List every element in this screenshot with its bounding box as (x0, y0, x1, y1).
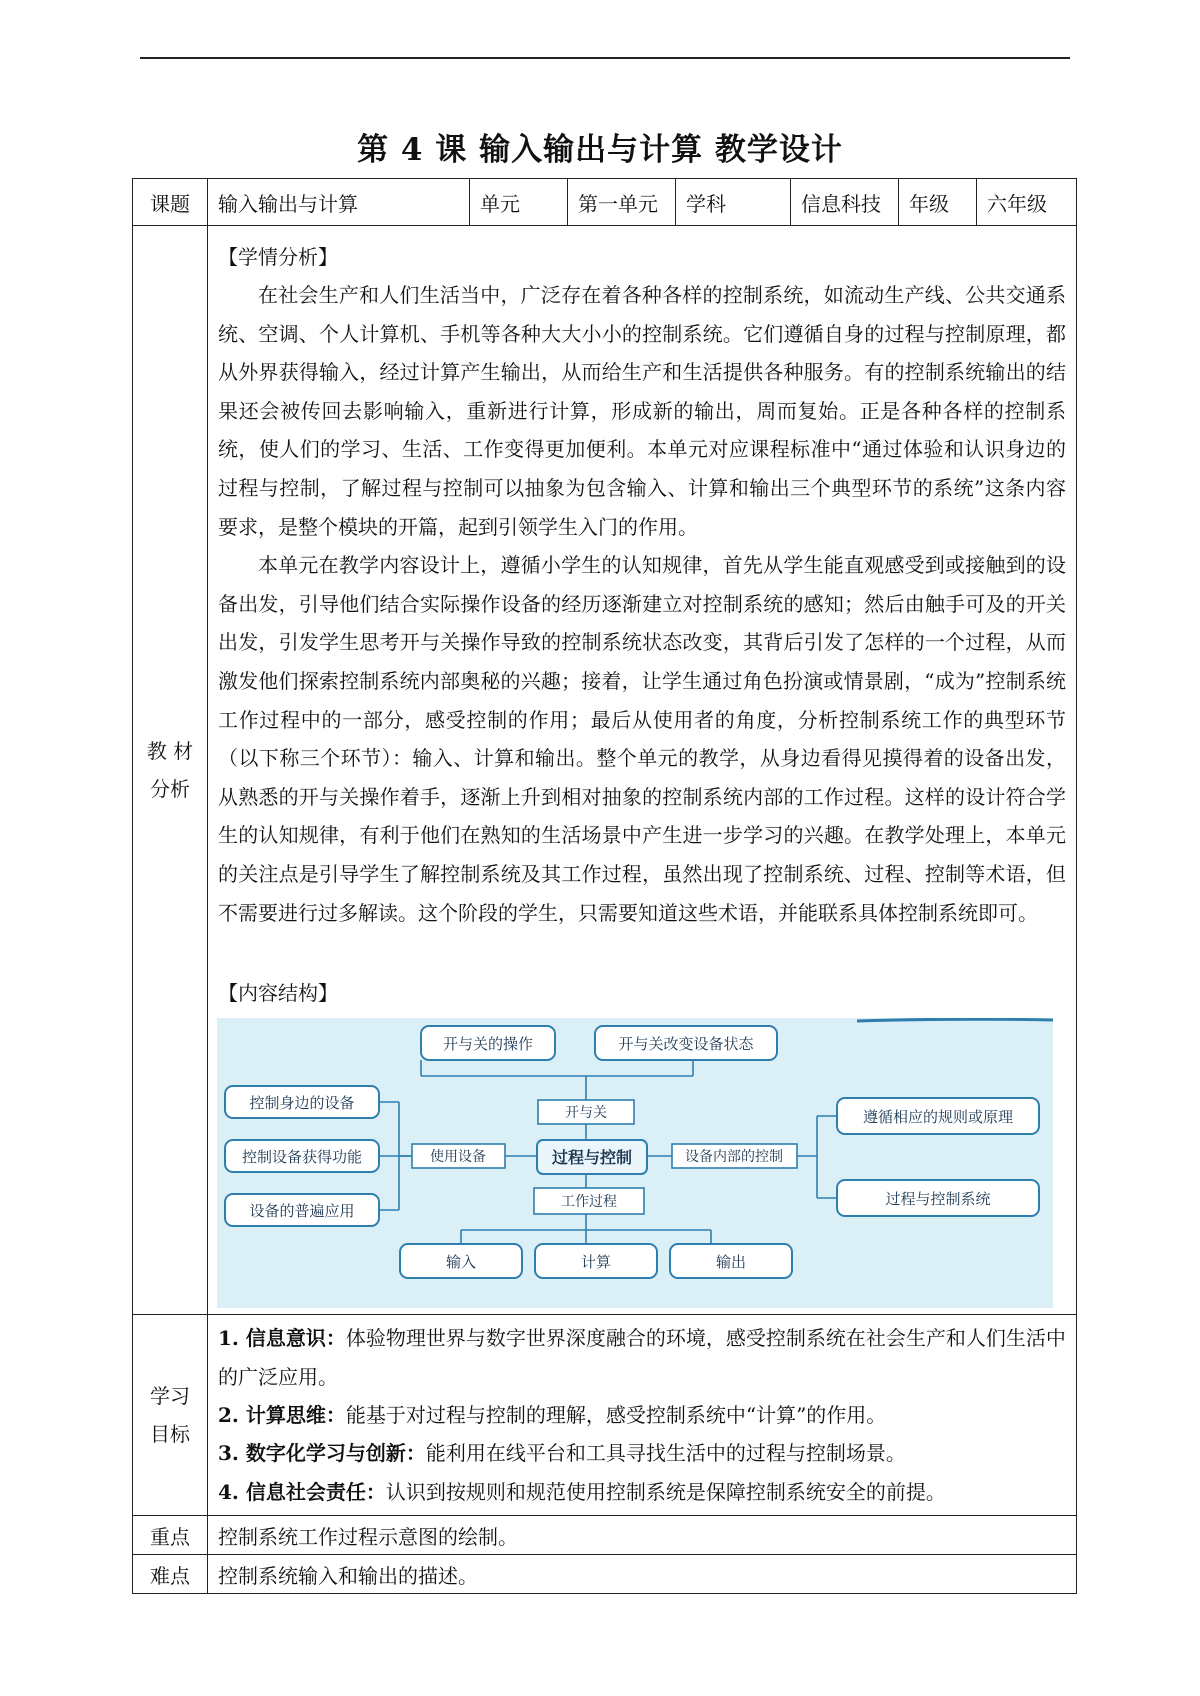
difficulty-value: 控制系统输入和输出的描述。 (208, 1555, 1077, 1594)
node-left-1-label: 控制身边的设备 (249, 1094, 355, 1113)
goal-2-title: 计算思维： (245, 1402, 346, 1427)
node-process (534, 1188, 644, 1214)
topic-label: 课题 (133, 179, 208, 226)
node-use-devices-label: 使用设备 (430, 1149, 486, 1166)
goal-1-text: 体验物理世界与数字世界深度融合的环境，感受控制系统在社会生产和人们生活中的广泛应用。 (218, 1326, 1066, 1389)
structure-heading: 【内容结构】 (218, 981, 338, 1006)
concept-map-svg (217, 1018, 1053, 1308)
node-right-2-label: 过程与控制系统 (885, 1190, 991, 1209)
goal-3-num: 3. (218, 1441, 239, 1466)
node-input-label: 输入 (445, 1253, 477, 1272)
node-compute-label: 计算 (580, 1253, 612, 1272)
node-process-label: 工作过程 (561, 1194, 617, 1211)
analysis-row (133, 226, 1077, 1315)
grade-value: 六年级 (977, 179, 1077, 226)
analysis-paragraph-1: 在社会生产和人们生活当中，广泛存在着各种各样的控制系统，如流动生产线、公共交通系统、空调、个人计算机、手机等各种大大小小的控制系统。它们遵循自身的过程与控制原理，都从外界获得输入，经过计算产生输出，从而给生产和生活提供各种服务。有的控制系统输出的结果还会被传回去影响输入，重新进行计算，形成新的输出，周而复始。正是各种各样的控制系统，使人们的学习、生活、工作变得更加便利。本单元对应课程标准中“通过体验和认识身边的过程与控制，了解过程与控制可以抽象为包含输入、计算和输出三个典型环节的系统”这条内容要求，是整个模块的开篇，起到引领学生入门的作用。 (218, 283, 1066, 539)
topic-value: 输入输出与计算 (208, 179, 470, 226)
goal-3-title: 数字化学习与创新： (245, 1441, 426, 1466)
node-inner-control-label: 设备内部的控制 (685, 1149, 783, 1166)
header-row (133, 179, 1077, 226)
goal-4-title: 信息社会责任： (245, 1479, 386, 1504)
document-title: 第 4 课 输入输出与计算 教学设计 (357, 132, 843, 168)
analysis-paragraph-2: 本单元在教学内容设计上，遵循小学生的认知规律，首先从学生能直观感受到或接触到的设备出发，引导他们结合实际操作设备的经历逐渐建立对控制系统的感知；然后由触手可及的开关出发，引发学生思考开与关操作导致的控制系统状态改变，其背后引发了怎样的一个过程，从而激发他们探索控制系统内部奥秘的兴趣；接着，让学生通过角色扮演或情景剧，“成为”控制系统工作过程中的一部分，感受控制的作用；最后从使用者的角度，分析控制系统工作的典型环节（以下称三个环节）：输入、计算和输出。整个单元的教学，从身边看得见摸得着的设备出发，从熟悉的开与关操作着手，逐渐上升到相对抽象的控制系统内部的工作过程。这样的设计符合学生的认知规律，有利于他们在熟知的生活场景中产生进一步学习的兴趣。在教学处理上，本单元的关注点是引导学生了解控制系统及其工作过程，虽然出现了控制系统、过程、控制等术语，但不需要进行过多解读。这个阶段的学生，只需要知道这些术语，并能联系具体控制系统即可。 (218, 553, 1066, 925)
goal-item-1 (218, 1319, 1066, 1396)
node-switch (538, 1100, 634, 1124)
analysis-content (208, 226, 1077, 1315)
node-input (400, 1244, 522, 1278)
goal-item-3 (218, 1434, 1066, 1472)
analysis-label-line1: 教 材 (146, 739, 194, 764)
node-inner-control (672, 1144, 797, 1168)
node-output-label: 输出 (715, 1253, 747, 1272)
node-left-2-label: 控制设备获得功能 (241, 1148, 363, 1167)
goal-3-text: 能利用在线平台和工具寻找生活中的过程与控制场景。 (425, 1441, 906, 1466)
goals-label-line1: 学习 (150, 1384, 190, 1409)
node-left-3 (225, 1194, 379, 1226)
node-left-3-label: 设备的普遍应用 (249, 1202, 355, 1221)
node-right-1-label: 遵循相应的规则或原理 (862, 1108, 1014, 1127)
unit-label: 单元 (470, 179, 568, 226)
goal-item-4 (218, 1473, 1066, 1511)
goal-item-2 (218, 1396, 1066, 1434)
goal-1-num: 1. (218, 1326, 239, 1351)
decorative-curve (857, 1019, 1053, 1021)
node-right-1 (837, 1098, 1039, 1134)
subject-label: 学科 (676, 179, 791, 226)
goal-4-num: 4. (218, 1479, 239, 1504)
node-right-2 (837, 1180, 1039, 1216)
lesson-plan-table (132, 178, 1077, 1594)
goal-2-num: 2. (218, 1402, 239, 1427)
subject-value: 信息科技 (791, 179, 899, 226)
goal-2-text: 能基于对过程与控制的理解，感受控制系统中“计算”的作用。 (345, 1402, 887, 1427)
goals-content (208, 1315, 1077, 1516)
node-switch-state (595, 1026, 777, 1060)
node-switch-op (421, 1026, 555, 1060)
goal-4-text: 认识到按规则和规范使用控制系统是保障控制系统安全的前提。 (385, 1479, 946, 1504)
node-center (537, 1140, 647, 1174)
node-output (670, 1244, 792, 1278)
analysis-label-line2: 分析 (150, 777, 190, 802)
difficulty-row (133, 1555, 1077, 1594)
goals-label (133, 1315, 208, 1516)
goals-label-line2: 目标 (150, 1422, 190, 1447)
node-left-1 (225, 1086, 379, 1118)
analysis-label (133, 226, 208, 1315)
node-switch-label: 开与关 (565, 1105, 607, 1122)
node-compute (535, 1244, 657, 1278)
goals-row (133, 1315, 1077, 1516)
unit-value: 第一单元 (568, 179, 676, 226)
key-point-label: 重点 (133, 1516, 208, 1555)
key-point-value: 控制系统工作过程示意图的绘制。 (208, 1516, 1077, 1555)
header-rule (140, 57, 1070, 59)
node-use-devices (412, 1144, 505, 1168)
node-center-label: 过程与控制 (551, 1148, 633, 1168)
node-left-2 (225, 1140, 379, 1172)
key-point-row (133, 1516, 1077, 1555)
node-switch-state-label: 开与关改变设备状态 (618, 1035, 754, 1054)
difficulty-label: 难点 (133, 1555, 208, 1594)
grade-label: 年级 (899, 179, 977, 226)
concept-map (217, 1018, 1053, 1308)
node-switch-op-label: 开与关的操作 (442, 1035, 534, 1054)
situation-heading: 【学情分析】 (218, 245, 338, 269)
goal-1-title: 信息意识： (245, 1326, 346, 1351)
